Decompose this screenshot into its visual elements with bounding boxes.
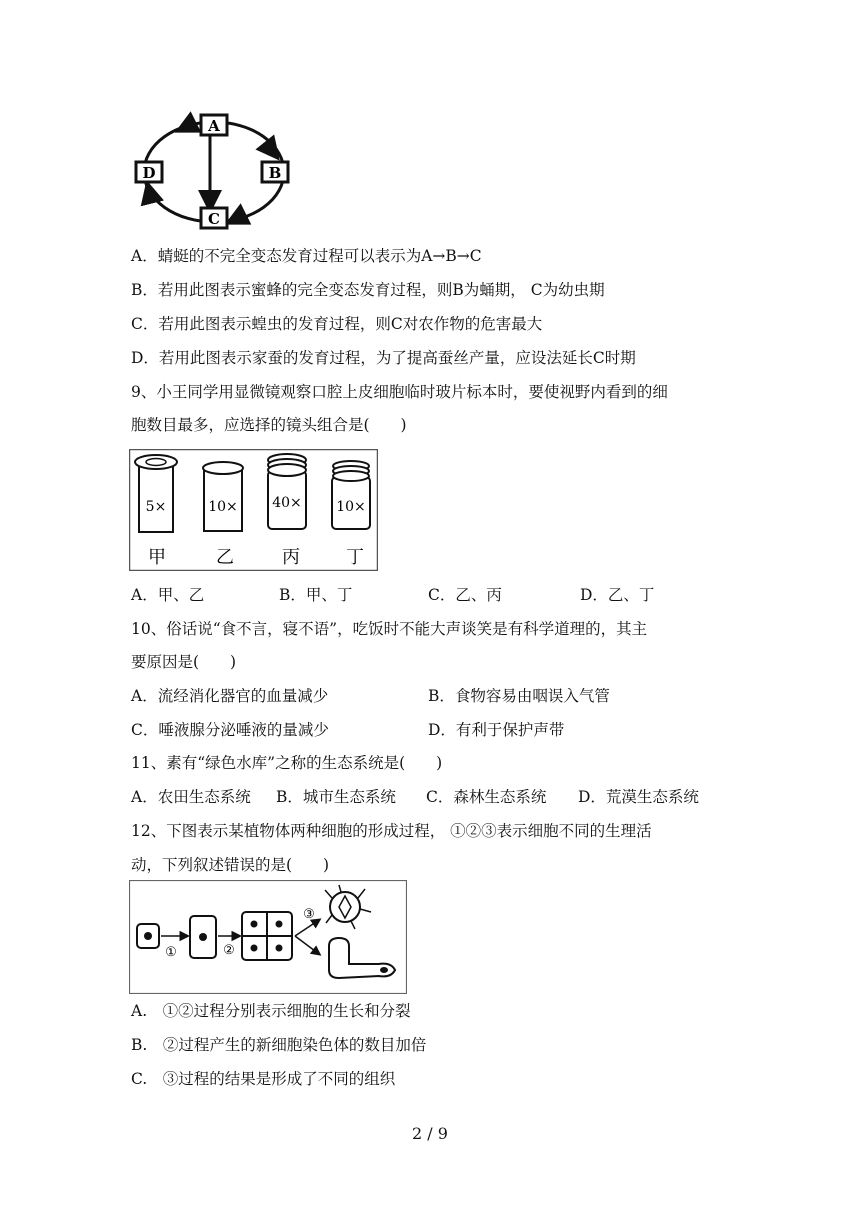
q11-option-c: C．森林生态系统 [426,788,547,806]
stage-a-box [201,115,227,135]
q8-option-b: B．若用此图表示蜜蜂的完全变态发育过程，则B为蛹期， C为幼虫期 [131,281,605,299]
svg-text:A: A [208,117,220,135]
q10-stem-line2: 要原因是( ) [131,653,237,671]
q11-stem: 11、素有“绿色水库”之称的生态系统是( ) [131,754,443,772]
q10-option-b: B．食物容易由咽误入气管 [428,687,610,705]
svg-text:C: C [208,210,220,228]
step-1-label: ① [165,945,177,960]
lens-jia-name: 甲 [148,547,166,568]
lens-ding-name: 丁 [346,547,364,568]
q12-option-a: A. ①②过程分别表示细胞的生长和分裂 [131,1002,411,1020]
q10-option-a: A．流经消化器官的血量减少 [131,687,329,705]
lens-yi-mag: 10× [208,499,238,515]
q9-option-d: D．乙、丁 [580,586,655,604]
svg-text:D: D [142,164,156,182]
q10-option-d: D．有利于保护声带 [428,721,565,739]
lens-bing-name: 丙 [282,547,300,568]
lens-bing-mag: 40× [272,495,302,511]
q11-option-d: D．荒漠生态系统 [578,788,699,806]
lens-ding-mag: 10× [336,499,366,515]
q8-option-d: D．若用此图表示家蚕的发育过程，为了提高蚕丝产量，应设法延长C时期 [131,349,636,367]
q9-stem-line2: 胞数目最多，应选择的镜头组合是( ) [131,416,407,434]
q11-option-a: A．农田生态系统 [131,788,251,806]
q12-option-b: B. ②过程产生的新细胞染色体的数目加倍 [131,1036,427,1054]
q11-option-b: B．城市生态系统 [276,788,396,806]
stage-c-box [201,208,227,228]
step-2-label: ② [223,943,235,958]
q9-option-c: C．乙、丙 [428,586,502,604]
q9-option-b: B．甲、丁 [279,586,353,604]
stage-b-box [262,162,288,182]
q12-stem-line1: 12、下图表示某植物体两种细胞的形成过程， ①②③表示细胞不同的生理活 [131,822,652,840]
q12-option-c: C. ③过程的结果是形成了不同的组织 [131,1070,396,1088]
stage-d-box [136,162,162,182]
lens-jia-mag: 5× [145,499,167,515]
lens-figure [129,449,378,571]
q9-option-a: A．甲、乙 [131,586,205,604]
q12-stem-line2: 动，下列叙述错误的是( ) [131,856,330,874]
q8-option-a: A．蜻蜓的不完全变态发育过程可以表示为A→B→C [131,247,482,265]
q8-option-c: C．若用此图表示蝗虫的发育过程，则C对农作物的危害最大 [131,315,543,333]
page-number: 2 / 9 [412,1124,448,1143]
q9-stem-line1: 9、小王同学用显微镜观察口腔上皮细胞临时玻片标本时，要使视野内看到的细 [131,383,668,401]
step-3-label: ③ [303,907,315,922]
cell-process-figure [129,880,407,994]
q10-option-c: C．唾液腺分泌唾液的量减少 [131,721,329,739]
svg-text:B: B [268,164,282,182]
q10-stem-line1: 10、俗话说“食不言，寝不语”，吃饭时不能大声谈笑是有科学道理的，其主 [131,620,648,638]
life-cycle-diagram [128,110,303,235]
lens-yi-name: 乙 [216,547,234,568]
